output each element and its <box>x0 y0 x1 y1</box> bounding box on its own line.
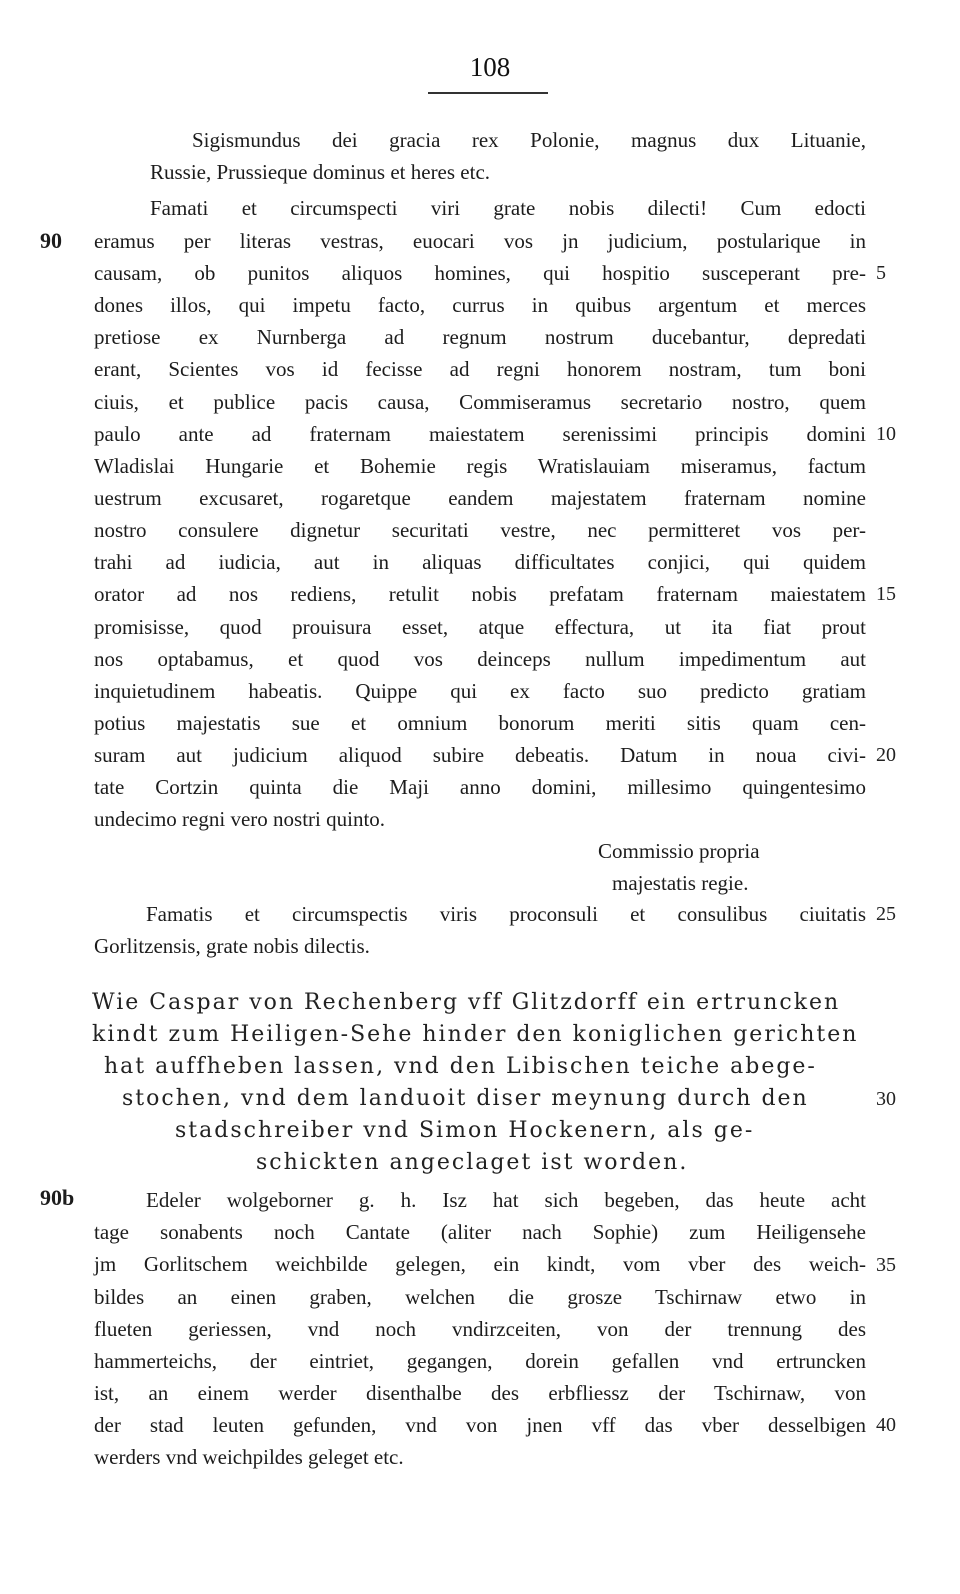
page-number-rule <box>428 92 548 94</box>
signature-line-2: majestatis regie. <box>612 871 749 895</box>
letter2-line-1: Edeler wolgeborner g. h. Isz hat sich begeben, das heute acht <box>146 1188 866 1212</box>
letter2-line-7: ist, an einem werder disenthalbe des erbfliessz der Tschirnaw, von <box>94 1381 866 1405</box>
letter1-line-16: promisisse, quod prouisura esset, atque effectura, ut ita fiat prout <box>94 615 866 639</box>
letter1-line-6: dones illos, qui impetu facto, currus in quibus argentum et merces <box>94 293 866 317</box>
heading-line-3: hat auffheben lassen, vnd den Libischen teiche abege- <box>104 1054 817 1079</box>
line-number-20: 20 <box>876 744 896 766</box>
address-line-1: Famatis et circumspectis viris proconsuli et consulibus ciuitatis <box>146 902 866 926</box>
letter2-line-3: jm Gorlitschem weichbilde gelegen, ein kindt, vom vber des weich- <box>94 1252 866 1276</box>
letter1-line-12: uestrum excusaret, rogaretque eandem majestatem fraternam nomine <box>94 486 866 510</box>
letter1-line-18: inquietudinem habeatis. Quippe qui ex facto suo predicto gratiam <box>94 679 866 703</box>
letter1-line-3: Famati et circumspecti viri grate nobis dilecti! Cum edocti <box>150 196 866 220</box>
line-number-30: 30 <box>876 1088 896 1110</box>
line-number-15: 15 <box>876 583 896 605</box>
heading-line-2: kindt zum Heiligen-Sehe hinder den koniglichen gerichten <box>92 1022 859 1047</box>
line-number-10: 10 <box>876 423 896 445</box>
line-number-40: 40 <box>876 1414 896 1436</box>
letter2-line-9: werders vnd weichpildes geleget etc. <box>94 1445 404 1469</box>
margin-marker-90: 90 <box>40 228 62 253</box>
letter1-line-19: potius majestatis sue et omnium bonorum meriti sitis quam cen- <box>94 711 866 735</box>
letter1-line-22: undecimo regni vero nostri quinto. <box>94 807 386 831</box>
letter1-line-2: Russie, Prussieque dominus et heres etc. <box>150 160 491 184</box>
letter2-line-5: flueten geriessen, vnd noch vndirzceiten, von der trennung des <box>94 1317 866 1341</box>
heading-line-1: Wie Caspar von Rechenberg vff Glitzdorff ein ertruncken <box>92 990 841 1015</box>
heading-line-5: stadschreiber vnd Simon Hockenern, als ge- <box>175 1118 755 1143</box>
letter1-line-1: Sigismundus dei gracia rex Polonie, magnus dux Lituanie, <box>192 128 866 152</box>
letter1-line-9: ciuis, et publice pacis causa, Commiseramus secretario nostro, quem <box>94 390 866 414</box>
letter1-line-15: orator ad nos rediens, retulit nobis prefatam fraternam maiestatem <box>94 582 866 606</box>
line-number-5: 5 <box>876 262 886 284</box>
heading-line-6: schickten angeclaget ist worden. <box>256 1150 689 1175</box>
letter1-line-14: trahi ad iudicia, aut in aliquas difficultates conjici, qui quidem <box>94 550 866 574</box>
signature-line-1: Commissio propria <box>598 839 760 863</box>
margin-marker-90b: 90b <box>40 1185 75 1210</box>
letter1-line-17: nos optabamus, et quod vos deinceps nullum impedimentum aut <box>94 647 866 671</box>
line-number-25: 25 <box>876 903 896 925</box>
letter2-line-4: bildes an einen graben, welchen die grosze Tschirnaw etwo in <box>94 1285 866 1309</box>
letter1-line-20: suram aut judicium aliquod subire debeatis. Datum in noua civi- <box>94 743 866 767</box>
heading-line-4: stochen, vnd dem landuoit diser meynung durch den <box>122 1086 809 1111</box>
letter1-line-21: tate Cortzin quinta die Maji anno domini, millesimo quingentesimo <box>94 775 866 799</box>
letter1-line-11: Wladislai Hungarie et Bohemie regis Wratislauiam miseramus, factum <box>94 454 866 478</box>
letter1-line-5: causam, ob punitos aliquos homines, qui hospitio susceperant pre- <box>94 261 866 285</box>
address-line-2: Gorlitzensis, grate nobis dilectis. <box>94 934 370 958</box>
letter2-line-6: hammerteichs, der eintriet, gegangen, dorein gefallen vnd ertruncken <box>94 1349 866 1373</box>
letter1-line-8: erant, Scientes vos id fecisse ad regni honorem nostram, tum boni <box>94 357 866 381</box>
letter1-line-10: paulo ante ad fraternam maiestatem serenissimi principis domini <box>94 422 866 446</box>
letter2-line-2: tage sonabents noch Cantate (aliter nach Sophie) zum Heiligensehe <box>94 1220 866 1244</box>
letter1-line-13: nostro consulere dignetur securitati vestre, nec permitteret vos per- <box>94 518 866 542</box>
letter1-line-4: eramus per literas vestras, euocari vos jn judicium, postularique in <box>94 229 866 253</box>
letter2-line-8: der stad leuten gefunden, vnd von jnen vff das vber desselbigen <box>94 1413 866 1437</box>
line-number-35: 35 <box>876 1254 896 1276</box>
page-number: 108 <box>469 52 511 82</box>
letter1-line-7: pretiose ex Nurnberga ad regnum nostrum ducebantur, depredati <box>94 325 866 349</box>
